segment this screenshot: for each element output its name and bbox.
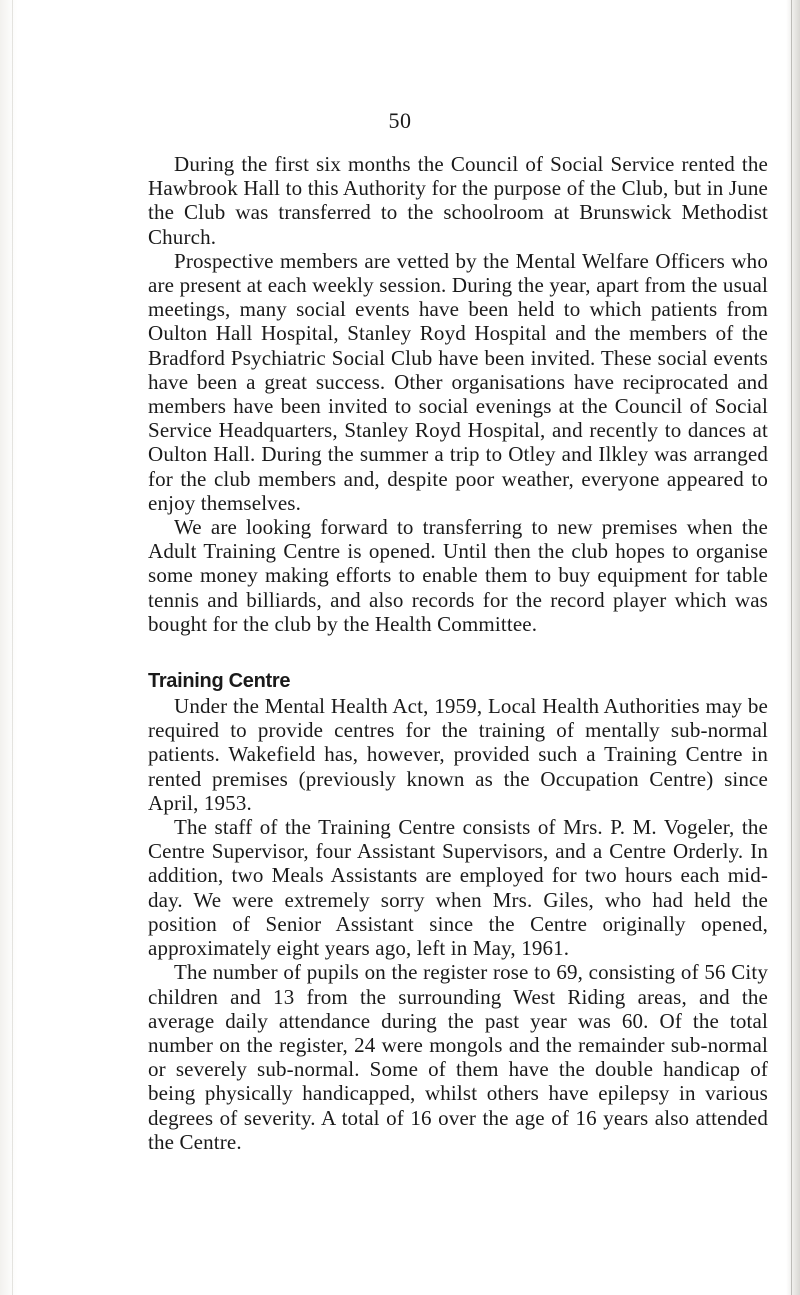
section-heading-training-centre: Training Centre	[148, 670, 291, 693]
page-edge-right-line	[791, 0, 792, 1295]
page-number: 50	[388, 108, 412, 133]
paragraph-new-premises: We are looking forward to transferring to new premises when the Adult Training Centre is opened. Until then the club hopes to organise some money making efforts to enable them to buy equipment for table tennis and billiards, and also records for the record player which was bought for the club by the Health Committee.	[148, 515, 768, 636]
page-edge-left	[0, 0, 18, 1295]
page-edge-right	[786, 0, 800, 1295]
page-edge-left-line	[12, 0, 13, 1295]
paragraph-training-centre-staff: The staff of the Training Centre consists of Mrs. P. M. Vogeler, the Centre Supervisor, four Assistant Supervisors, and a Centre Orderly. In addition, two Meals Assistants are employed for two hours each mid-day. We were extremely sorry when Mrs. Giles, who had held the position of Senior Assistant since the Centre originally opened, approximately eight years ago, left in May, 1961.	[148, 815, 768, 961]
paragraph-training-centre-intro: Under the Mental Health Act, 1959, Local Health Authorities may be required to provide centres for the training of mentally sub-normal patients. Wakefield has, however, provided such a Training Centre in rented premises (previously known as the Occupation Centre) since April, 1953.	[148, 694, 768, 815]
paragraph-training-centre-pupils: The number of pupils on the register rose to 69, consisting of 56 City children and 13 from the surrounding West Riding areas, and the average daily attendance during the past year was 60. Of the total number on the register, 24 were mongols and the remainder sub-normal or severely sub-normal. Some of them have the double handicap of being physically handicapped, whilst others have epilepsy in various degrees of severity. A total of 16 over the age of 16 years also attended the Centre.	[148, 960, 768, 1154]
paragraph-members-vetting: Prospective members are vetted by the Mental Welfare Officers who are present at each weekly session. During the year, apart from the usual meetings, many social events have been held to which patients from Oulton Hall Hospital, Stanley Royd Hospital and the members of the Bradford Psychiatric Social Club have been invited. These social events have been a great success. Other organisations have reciprocated and members have been invited to social evenings at the Council of Social Service Headquarters, Stanley Royd Hospital, and recently to dances at Oulton Hall. During the summer a trip to Otley and Ilkley was arranged for the club members and, despite poor weather, everyone appeared to enjoy themselves.	[148, 248, 768, 515]
paragraph-club-premises: During the first six months the Council of Social Service rented the Hawbrook Hall to this Authority for the purpose of the Club, but in June the Club was transferred to the schoolroom at Brunswick Methodist Church.	[148, 152, 768, 249]
page-body	[148, 152, 768, 1154]
